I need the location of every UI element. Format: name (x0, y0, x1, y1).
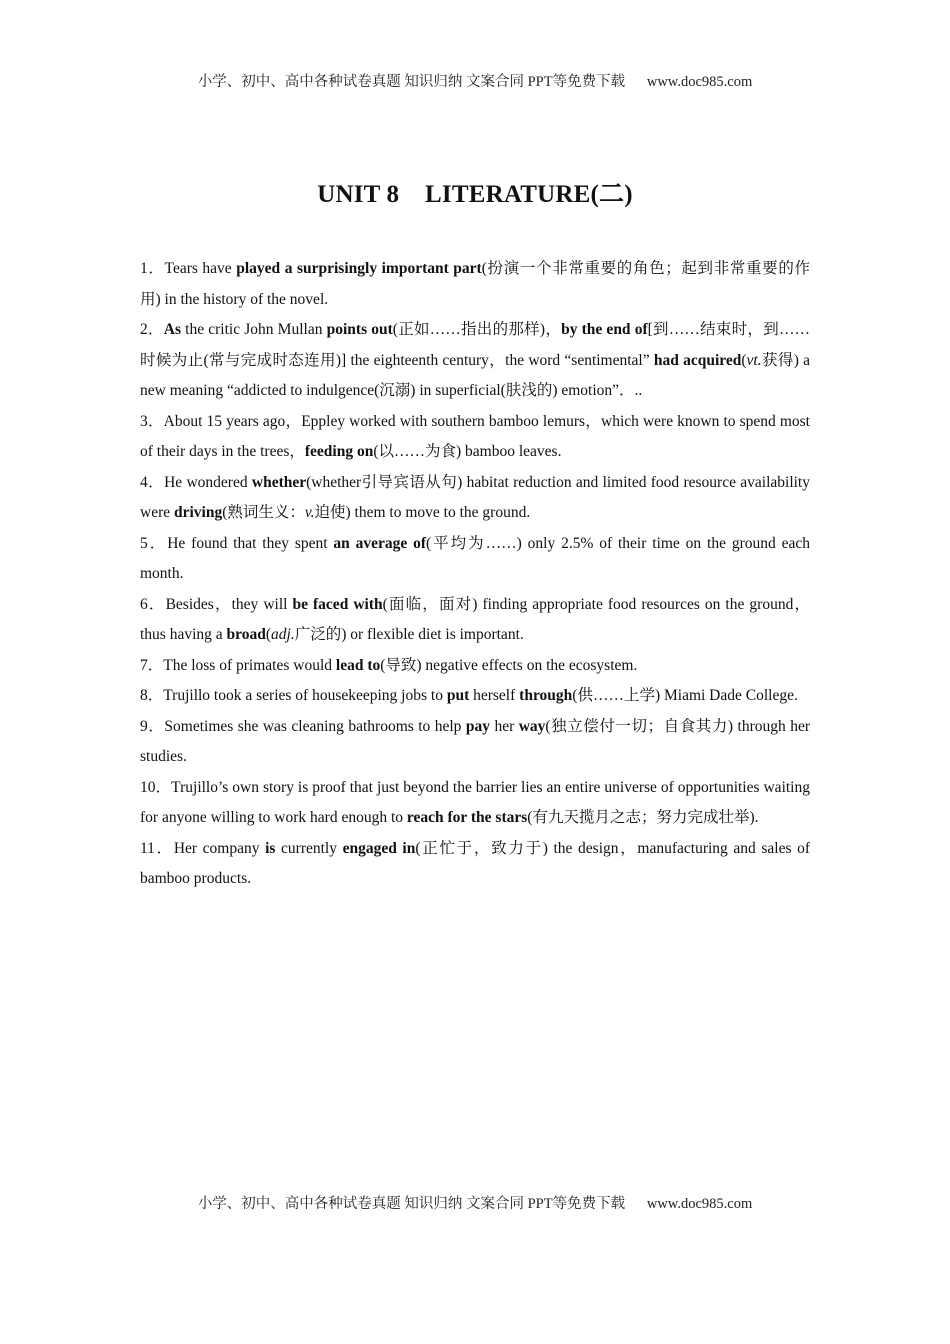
text-segment: herself (469, 687, 520, 704)
text-segment: 7．The loss of primates would (140, 656, 336, 674)
text-segment: (以……为食) bamboo leaves. (373, 443, 562, 460)
vocabulary-list (140, 254, 810, 895)
text-segment: 2． (140, 321, 164, 338)
text-segment: 广泛的) or flexible diet is important. (294, 626, 524, 643)
key-phrase: As (163, 321, 182, 338)
page-header: 小学、初中、高中各种试卷真题 知识归纳 文案合同 PPT等免费下载 www.doc985.com (197, 74, 753, 90)
text-segment: (独立偿付一切；自食其力) through her studies. (140, 717, 810, 765)
key-phrase: pay (465, 717, 490, 735)
part-of-speech: v. (304, 504, 315, 521)
text-segment: (供……上学) Miami Dade College. (572, 687, 798, 704)
text-segment: 获得) a new meaning “addicted to indulgence(沉溺) in superficial(肤浅的) emotion”．.. (140, 351, 810, 399)
page-footer: 小学、初中、高中各种试卷真题 知识归纳 文案合同 PPT等免费下载 www.doc985.com (197, 1196, 753, 1212)
text-segment: (正如……指出的那样)， (392, 321, 562, 338)
list-item (140, 712, 810, 773)
text-segment: 9．Sometimes she was cleaning bathrooms to help (140, 717, 466, 735)
key-phrase: reach for the stars (406, 809, 528, 826)
text-segment: the critic John Mullan (181, 321, 327, 338)
text-segment: (导致) negative effects on the ecosystem. (380, 656, 638, 674)
text-segment: (正忙于，致力于) the design，manufacturing and sales of bamboo products. (140, 839, 811, 887)
text-segment: 5．He found that they spent (140, 534, 334, 552)
text-segment: 8．Trujillo took a series of housekeeping jobs to (140, 687, 447, 704)
page-title: UNIT 8 LITERATURE(二) (317, 181, 633, 208)
text-segment: 10．Trujillo’s own story is proof that just beyond the barrier lies an entire universe of opportunities waiting for anyone willing to work hard enough to (140, 778, 810, 826)
list-item (140, 529, 810, 590)
part-of-speech: adj. (271, 626, 295, 643)
text-segment: ( (741, 351, 747, 369)
list-item (140, 651, 810, 682)
text-segment: (扮演一个非常重要的角色；起到非常重要的作用) in the history of the novel. (140, 260, 810, 308)
text-segment: (有九天揽月之志；努力完成壮举). (527, 809, 759, 826)
key-phrase: lead to (335, 656, 381, 674)
key-phrase: is (265, 839, 276, 857)
text-segment: [到……结束时，到……时候为止(常与完成时态连用)] the eighteenth century，the word “sentimental” (140, 321, 810, 369)
key-phrase: by the end of (561, 321, 648, 338)
key-phrase: put (446, 687, 470, 704)
key-phrase: points out (326, 321, 393, 338)
text-segment: (whether引导宾语从句) habitat reduction and limited food resource availability were (140, 473, 810, 521)
text-segment: 11．Her company (140, 839, 266, 857)
list-item (140, 681, 810, 712)
list-item (140, 773, 810, 834)
text-segment: ( (265, 626, 272, 643)
key-phrase: played a surprisingly important part (236, 260, 482, 277)
key-phrase: had acquired (653, 351, 742, 369)
text-segment: 4．He wondered (140, 473, 252, 491)
key-phrase: whether (251, 473, 307, 491)
text-segment: (平均为……) only 2.5% of their time on the ground each month. (140, 534, 810, 582)
key-phrase: engaged in (342, 839, 416, 857)
list-item (140, 468, 810, 529)
part-of-speech: vt. (746, 351, 762, 369)
key-phrase: driving (174, 504, 223, 521)
list-item (140, 834, 810, 895)
list-item (140, 254, 810, 315)
key-phrase: an average of (333, 534, 427, 552)
text-segment: her (490, 717, 519, 735)
list-item (140, 590, 810, 651)
key-phrase: through (519, 687, 573, 704)
text-segment: (面临，面对) finding appropriate food resources on the ground，thus having a (140, 595, 810, 643)
key-phrase: way (518, 717, 546, 735)
text-segment: 3．About 15 years ago，Eppley worked with southern bamboo lemurs，which were known to spend most of their days in the trees， (140, 412, 810, 460)
key-phrase: feeding on (304, 443, 374, 460)
key-phrase: broad (226, 626, 266, 643)
text-segment: currently (275, 839, 343, 857)
text-segment: 迫使) them to move to the ground. (314, 504, 531, 521)
text-segment: (熟词生义： (222, 504, 305, 521)
list-item (140, 315, 810, 407)
text-segment: 1．Tears have (140, 260, 237, 277)
key-phrase: be faced with (292, 595, 383, 613)
list-item (140, 407, 810, 468)
text-segment: 6．Besides，they will (140, 595, 293, 613)
